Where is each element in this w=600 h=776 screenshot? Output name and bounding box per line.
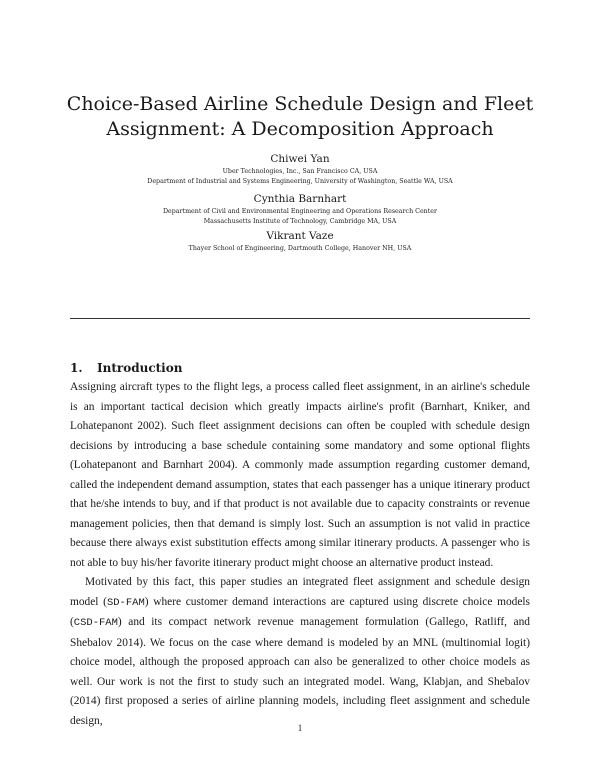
paragraph-1: Assigning aircraft types to the flight legs, a process called fleet assignment, in an airline's schedule is an important tactical decision which greatly impacts airline's profit (Barnhart, Kniker, and Lohatepanont 2002). Such fleet assignment decisions can often be coupled with schedule design decisions by introducing a base schedule containing some mandatory and some optional flights (Lohatepanont and Barnhart 2004). A commonly made assumption regarding customer demand, called the independent demand assumption, states that each passenger has a unique itinerary product that he/she intends to buy, and if that product is not available due to capacity constraints or revenue management policies, then that demand is simply lost. Such an assumption is not valid in practice because there always exist substitution effects among similar itinerary products. A passenger who is not able to buy his/her favorite itinerary product might choose an alternative product instead. (70, 381, 530, 569)
section-heading (70, 360, 182, 376)
author-affiliation: Department of Civil and Environmental Engineering and Operations Research Center (162, 208, 437, 215)
model-name-csd-fam: CSD-FAM (73, 617, 118, 629)
author-block-1 (40, 152, 560, 187)
body-text (70, 378, 530, 731)
header-rule (70, 318, 530, 319)
paragraph-2-text-a: Motivated by this fact, this paper studies an integrated fleet assignment and schedule design model ( (70, 576, 530, 608)
title-line-2: Assignment: A Decomposition Approach (106, 118, 494, 140)
author-affiliation: Department of Industrial and Systems Engineering, University of Washington, Seattle WA, USA (147, 178, 453, 185)
author-affiliation: Massachusetts Institute of Technology, Cambridge MA, USA (203, 218, 397, 225)
author-block-2 (40, 192, 560, 227)
author-affiliation: Thayer School of Engineering, Dartmouth College, Hanover NH, USA (188, 245, 412, 252)
author-block-3 (40, 229, 560, 254)
paragraph-2-text-b: ) where customer demand interactions are captured using discrete choice models ( (70, 595, 530, 628)
author-name: Vikrant Vaze (266, 230, 334, 242)
author-affiliation: Uber Technologies, Inc., San Francisco CA, USA (222, 168, 378, 175)
paragraph-2-text-c: ) and its compact network revenue management formulation (Gallego, Ratliff, and Shebalov 2014). We focus on the case where demand is modeled by an MNL (multinomial logit) choice model, although the proposed approach can also be generalized to other choice models as well. Our work is not the first to study such an integrated model. Wang, Klabjan, and Shebalov (2014) first proposed a series of airline planning models, including fleet assignment and schedule design, (70, 616, 530, 727)
author-name: Cynthia Barnhart (253, 193, 347, 205)
page-number: 1 (297, 723, 303, 733)
section-number: 1. (70, 361, 83, 375)
model-name-sd-fam: SD-FAM (106, 596, 145, 609)
section-title: Introduction (97, 361, 183, 375)
author-name: Chiwei Yan (270, 153, 330, 165)
paper-title (40, 92, 560, 142)
paragraph-2 (70, 573, 530, 731)
title-line-1: Choice-Based Airline Schedule Design and Fleet (66, 93, 534, 115)
